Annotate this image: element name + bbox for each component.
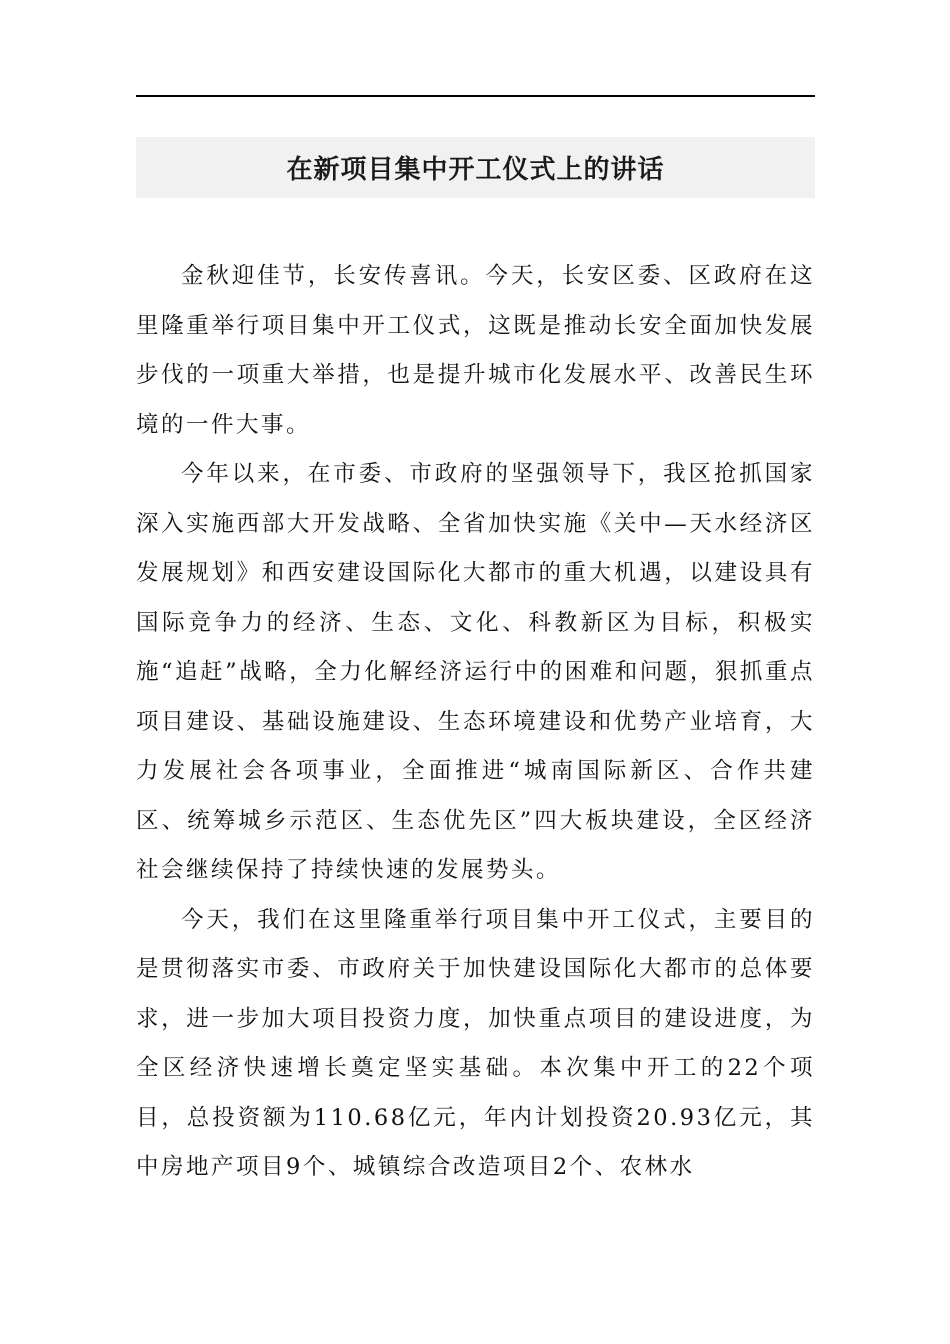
header-rule <box>136 95 815 97</box>
document-body <box>136 252 815 1193</box>
paragraph-3: 今天，我们在这里隆重举行项目集中开工仪式，主要目的是贯彻落实市委、市政府关于加快建设国际化大都市的总体要求，进一步加大项目投资力度，加快重点项目的建设进度，为全区经济快速增长奠定坚实基础。本次集中开工的22个项目，总投资额为110.68亿元，年内计划投资20.93亿元，其中房地产项目9个、城镇综合改造项目2个、农林水 <box>136 906 815 1180</box>
paragraph-1: 金秋迎佳节，长安传喜讯。今天，长安区委、区政府在这里隆重举行项目集中开工仪式，这既是推动长安全面加快发展步伐的一项重大举措，也是提升城市化发展水平、改善民生环境的一件大事。 <box>136 263 815 438</box>
title-band <box>136 137 815 198</box>
document-title: 在新项目集中开工仪式上的讲话 <box>286 155 665 185</box>
paragraph-2: 今年以来，在市委、市政府的坚强领导下，我区抢抓国家深入实施西部大开发战略、全省加快实施《关中—天水经济区发展规划》和西安建设国际化大都市的重大机遇，以建设具有国际竞争力的经济、生态、文化、科教新区为目标，积极实施“追赶”战略，全力化解经济运行中的困难和问题，狠抓重点项目建设、基础设施建设、生态环境建设和优势产业培育，大力发展社会各项事业，全面推进“城南国际新区、合作共建区、统筹城乡示范区、生态优先区”四大板块建设，全区经济社会继续保持了持续快速的发展势头。 <box>136 461 815 883</box>
